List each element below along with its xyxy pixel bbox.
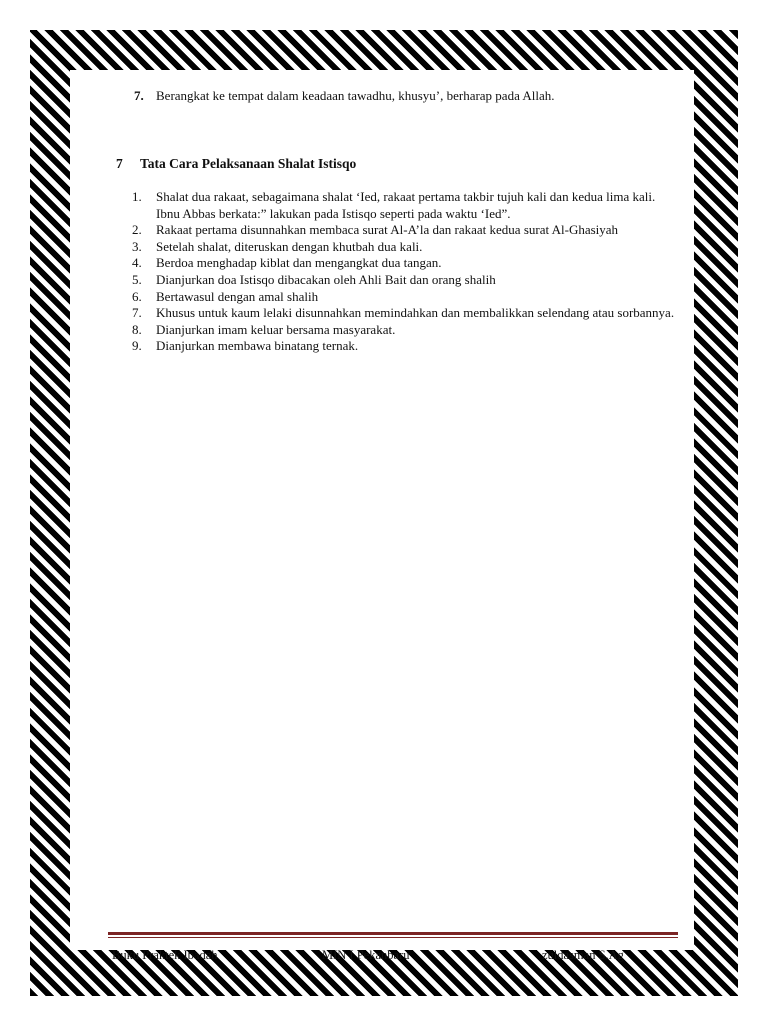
list-item-text: Dianjurkan doa Istisqo dibacakan oleh Ahli Bait dan orang shalih <box>156 271 496 287</box>
list-item <box>132 222 680 239</box>
list-item <box>132 272 680 289</box>
list-item-text: Rakaat pertama disunnahkan membaca surat Al-A’la dan rakaat kedua surat Al-Ghasiyah <box>156 222 619 238</box>
list-item-number: 3. <box>132 238 142 254</box>
intro-step-number: 7. <box>134 88 144 103</box>
list-item <box>132 322 680 339</box>
list-item <box>132 239 680 256</box>
list-item-number: 1. <box>132 189 142 204</box>
section-heading <box>116 155 676 173</box>
intro-step-item <box>134 88 694 104</box>
list-item-number: 9. <box>132 338 142 354</box>
list-item-text: Shalat dua rakaat, sebagaimana shalat ‘Ied, rakaat pertama takbir tujuh kali dan kedua lima kali. Ibnu Abbas berkata:” lakukan pada Istisqo seperti pada waktu ‘Ied”. <box>156 189 656 221</box>
list-item-number: 6. <box>132 288 142 304</box>
list-item-number: 2. <box>132 222 142 238</box>
list-item-text: Dianjurkan membawa binatang ternak. <box>156 338 359 354</box>
list-item-number: 4. <box>132 255 142 271</box>
footer-school-name: MIN I Pekanbaru <box>322 948 410 962</box>
list-item-number: 8. <box>132 321 142 337</box>
list-item-number: 5. <box>132 271 142 287</box>
procedure-list <box>132 189 680 355</box>
list-item <box>132 255 680 272</box>
list-item-text: Bertawasul dengan amal shalih <box>156 288 319 304</box>
footer-book-title: Buku Praktek Ibadah <box>112 948 218 962</box>
list-item-text: Dianjurkan imam keluar bersama masyarakat. <box>156 321 396 337</box>
list-item <box>132 189 680 222</box>
section-number: 7 <box>116 156 123 171</box>
intro-step-text: Berangkat ke tempat dalam keadaan tawadhu, khusyu’, berharap pada Allah. <box>156 88 555 103</box>
page-footer <box>108 948 678 964</box>
list-item-number: 7. <box>132 305 142 321</box>
list-item-text: Khusus untuk kaum lelaki disunnahkan memindahkan dan membalikkan selendang atau sorbannya. <box>156 305 675 321</box>
list-item <box>132 289 680 306</box>
list-item <box>132 338 680 355</box>
footer-author: zuldasman S.Ag <box>542 948 624 962</box>
list-item <box>132 305 680 322</box>
list-item-text: Berdoa menghadap kiblat dan mengangkat dua tangan. <box>156 255 442 271</box>
list-item-text: Setelah shalat, diteruskan dengan khutbah dua kali. <box>156 238 423 254</box>
section-title: Tata Cara Pelaksanaan Shalat Istisqo <box>140 156 357 171</box>
footer-divider <box>108 932 678 938</box>
